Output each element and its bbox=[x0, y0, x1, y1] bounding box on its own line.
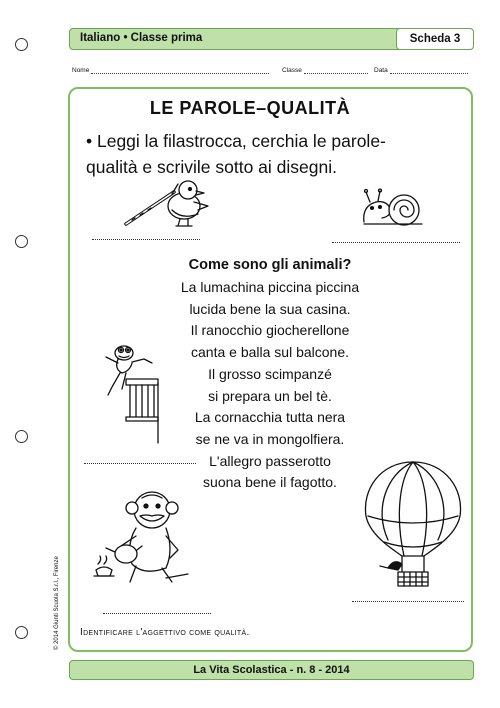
poem-line: si prepara un bel tè. bbox=[208, 388, 332, 404]
class-field[interactable] bbox=[282, 66, 368, 74]
poem-title: Come sono gli animali? bbox=[188, 257, 352, 273]
instruction-text bbox=[86, 128, 466, 180]
instruction-line-1: • Leggi la filastrocca, cerchia le parole- bbox=[86, 131, 386, 151]
binder-hole bbox=[15, 38, 28, 51]
worksheet-title: LE PAROLE–QUALITÀ bbox=[149, 98, 351, 118]
poem-line: La lumachina piccina piccina bbox=[180, 279, 360, 295]
hot-air-balloon-illustration bbox=[358, 460, 468, 596]
sheet-number-badge: Scheda 3 bbox=[396, 28, 474, 50]
binder-hole bbox=[15, 235, 28, 248]
poem-line: se ne va in mongolfiera. bbox=[195, 431, 345, 447]
answer-line-sparrow[interactable] bbox=[92, 239, 200, 240]
name-label: Nome bbox=[72, 67, 90, 74]
answer-line-crow[interactable] bbox=[352, 601, 464, 602]
poem-line: La cornacchia tutta nera bbox=[194, 409, 346, 425]
answer-line-frog[interactable] bbox=[84, 463, 196, 464]
date-field[interactable] bbox=[374, 66, 468, 74]
date-line bbox=[390, 66, 468, 74]
answer-line-monkey[interactable] bbox=[103, 613, 211, 614]
poem-line: Il grosso scimpanzé bbox=[208, 366, 332, 382]
poem-line: Il ranocchio giocherellone bbox=[190, 322, 350, 338]
magazine-footer: La Vita Scolastica - n. 8 - 2014 bbox=[69, 660, 474, 680]
header-bar bbox=[69, 28, 474, 50]
teacher-note: Identificare l'aggettivo come qualità. bbox=[80, 627, 250, 638]
name-line bbox=[91, 66, 269, 74]
copyright-text: © 2014 Giunti Scuola S.r.l., Firenze bbox=[54, 556, 60, 650]
frog-balcony-illustration bbox=[100, 343, 180, 445]
monkey-teapot-illustration bbox=[92, 484, 202, 588]
poem-line: suona bene il fagotto. bbox=[203, 474, 337, 490]
binder-hole bbox=[15, 626, 28, 639]
snail-illustration bbox=[360, 188, 424, 228]
class-line bbox=[304, 66, 368, 74]
sparrow-bassoon-illustration bbox=[122, 180, 212, 230]
instruction-line-2: qualità e scrivile sotto ai disegni. bbox=[86, 157, 337, 177]
poem-line: lucida bene la sua casina. bbox=[189, 301, 351, 317]
poem-line: canta e balla sul balcone. bbox=[191, 344, 349, 360]
name-field[interactable] bbox=[72, 66, 269, 74]
subject-label: Italiano • Classe prima bbox=[80, 32, 203, 44]
student-info-row bbox=[72, 66, 472, 78]
class-label: Classe bbox=[282, 67, 302, 74]
answer-line-snail[interactable] bbox=[332, 242, 460, 243]
poem-line: L'allegro passerotto bbox=[209, 453, 331, 469]
date-label: Data bbox=[374, 67, 388, 74]
